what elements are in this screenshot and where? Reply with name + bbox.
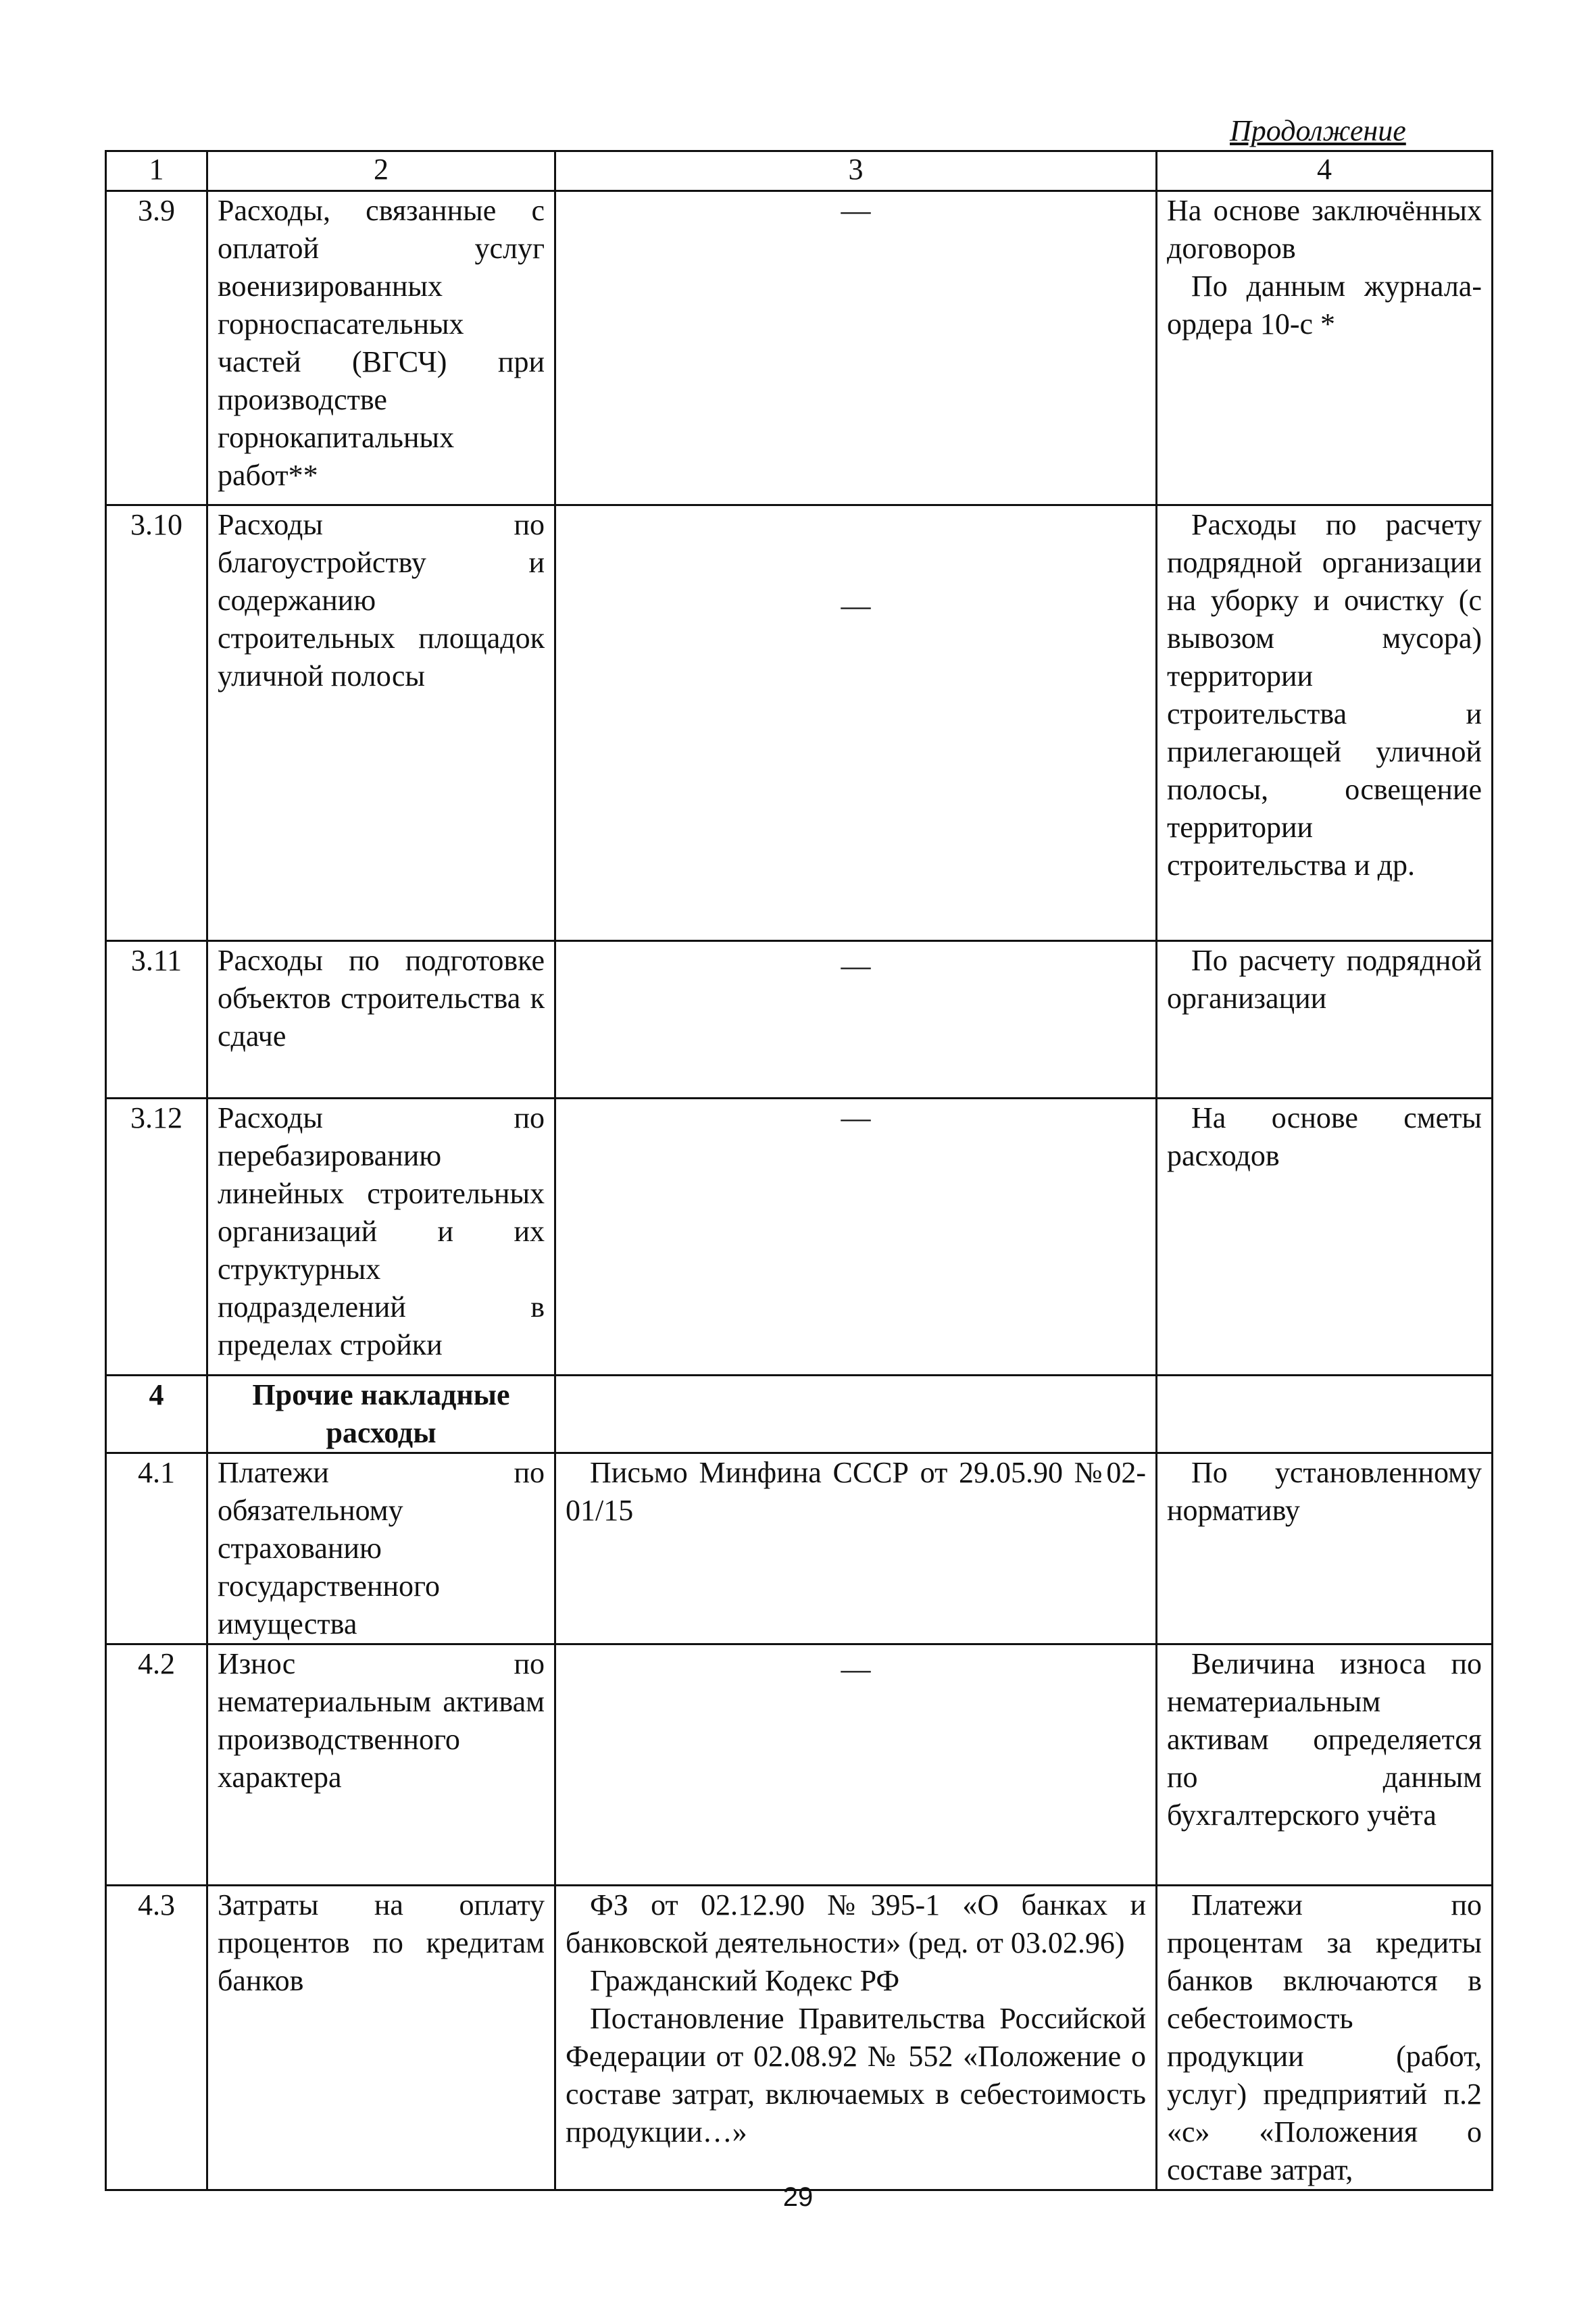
regulatory-source <box>555 1453 1157 1644</box>
calculation-basis <box>1157 1886 1493 2190</box>
basis-line: По данным журнала-ордера 10-с * <box>1167 270 1482 341</box>
source-paragraph: ФЗ от 02.12.90 №395-1 «О банках и банковской деятельности» (ред. от 03.02.96) <box>566 1888 1146 1959</box>
regulatory-source: — <box>555 1644 1157 1886</box>
regulatory-source <box>555 1376 1157 1453</box>
source-paragraph: Письмо Минфина СССР от 29.05.90 №02-01/15 <box>566 1456 1146 1527</box>
section-title: Прочие накладные расходы <box>207 1376 555 1453</box>
cost-item-name: Затраты на оплату процентов по кредитам банков <box>207 1886 555 2190</box>
table-row <box>106 191 1493 505</box>
source-paragraph: Постановление Правительства Российской Федерации от 02.08.92 № 552 «Положение о составе затрат, включаемых в себестоимость продукции…» <box>566 2002 1146 2148</box>
table-row <box>106 1453 1493 1644</box>
section-row <box>106 1376 1493 1453</box>
calculation-basis <box>1157 1453 1493 1644</box>
regulatory-source: — <box>555 191 1157 505</box>
table-row <box>106 1099 1493 1376</box>
continuation-label: Продолжение <box>1230 114 1406 147</box>
overhead-costs-table <box>105 150 1493 2191</box>
row-number: 4.1 <box>106 1453 207 1644</box>
column-header-3: 3 <box>555 151 1157 191</box>
table-row <box>106 505 1493 941</box>
calculation-basis <box>1157 1099 1493 1376</box>
regulatory-source: — <box>555 941 1157 1099</box>
column-header-1: 1 <box>106 151 207 191</box>
table-row <box>106 1886 1493 2190</box>
cost-item-name: Платежи по обязательному страхованию государственного имущества <box>207 1453 555 1644</box>
regulatory-source <box>555 1886 1157 2190</box>
row-number: 3.11 <box>106 941 207 1099</box>
cost-item-name: Расходы, связанные с оплатой услуг военизированных горноспасательных частей (ВГСЧ) при производстве горнокапитальных работ** <box>207 191 555 505</box>
row-number: 3.10 <box>106 505 207 941</box>
basis-line: Расходы по расчету подрядной организации на уборку и очистку (с вывозом мусора) территории строительства и прилегающей уличной полосы, освещение территории строительства и др. <box>1167 508 1482 882</box>
column-header-4: 4 <box>1157 151 1493 191</box>
basis-line: По установленному нормативу <box>1167 1456 1482 1527</box>
row-number: 3.9 <box>106 191 207 505</box>
cost-item-name: Расходы по перебазированию линейных строительных организаций и их структурных подразделений в пределах стройки <box>207 1099 555 1376</box>
cost-item-name: Износ по нематериальным активам производственного характера <box>207 1644 555 1886</box>
regulatory-source: — <box>555 505 1157 941</box>
basis-line: По расчету подрядной организации <box>1167 944 1482 1015</box>
calculation-basis <box>1157 1376 1493 1453</box>
row-number: 3.12 <box>106 1099 207 1376</box>
cost-item-name: Расходы по благоустройству и содержанию строительных площадок уличной полосы <box>207 505 555 941</box>
page-number: 29 <box>782 2182 814 2212</box>
calculation-basis <box>1157 505 1493 941</box>
section-number: 4 <box>106 1376 207 1453</box>
table-header-row <box>106 151 1493 191</box>
calculation-basis <box>1157 191 1493 505</box>
calculation-basis <box>1157 1644 1493 1886</box>
cost-item-name: Расходы по подготовке объектов строительства к сдаче <box>207 941 555 1099</box>
row-number: 4.3 <box>106 1886 207 2190</box>
source-paragraph: Гражданский Кодекс РФ <box>590 1964 900 1997</box>
basis-line: Платежи по процентам за кредиты банков включаются в себестоимость продукции (работ, услуг) предприятий п.2 «с» «Положения о составе затрат, <box>1167 1888 1482 2186</box>
regulatory-source: — <box>555 1099 1157 1376</box>
calculation-basis <box>1157 941 1493 1099</box>
table-row <box>106 941 1493 1099</box>
basis-line: На основе сметы расходов <box>1167 1101 1482 1172</box>
column-header-2: 2 <box>207 151 555 191</box>
basis-line: На основе заключённых договоров <box>1167 194 1482 265</box>
row-number: 4.2 <box>106 1644 207 1886</box>
basis-line: Величина износа по нематериальным активам определяется по данным бухгалтерского учёта <box>1167 1647 1482 1832</box>
table-row <box>106 1644 1493 1886</box>
